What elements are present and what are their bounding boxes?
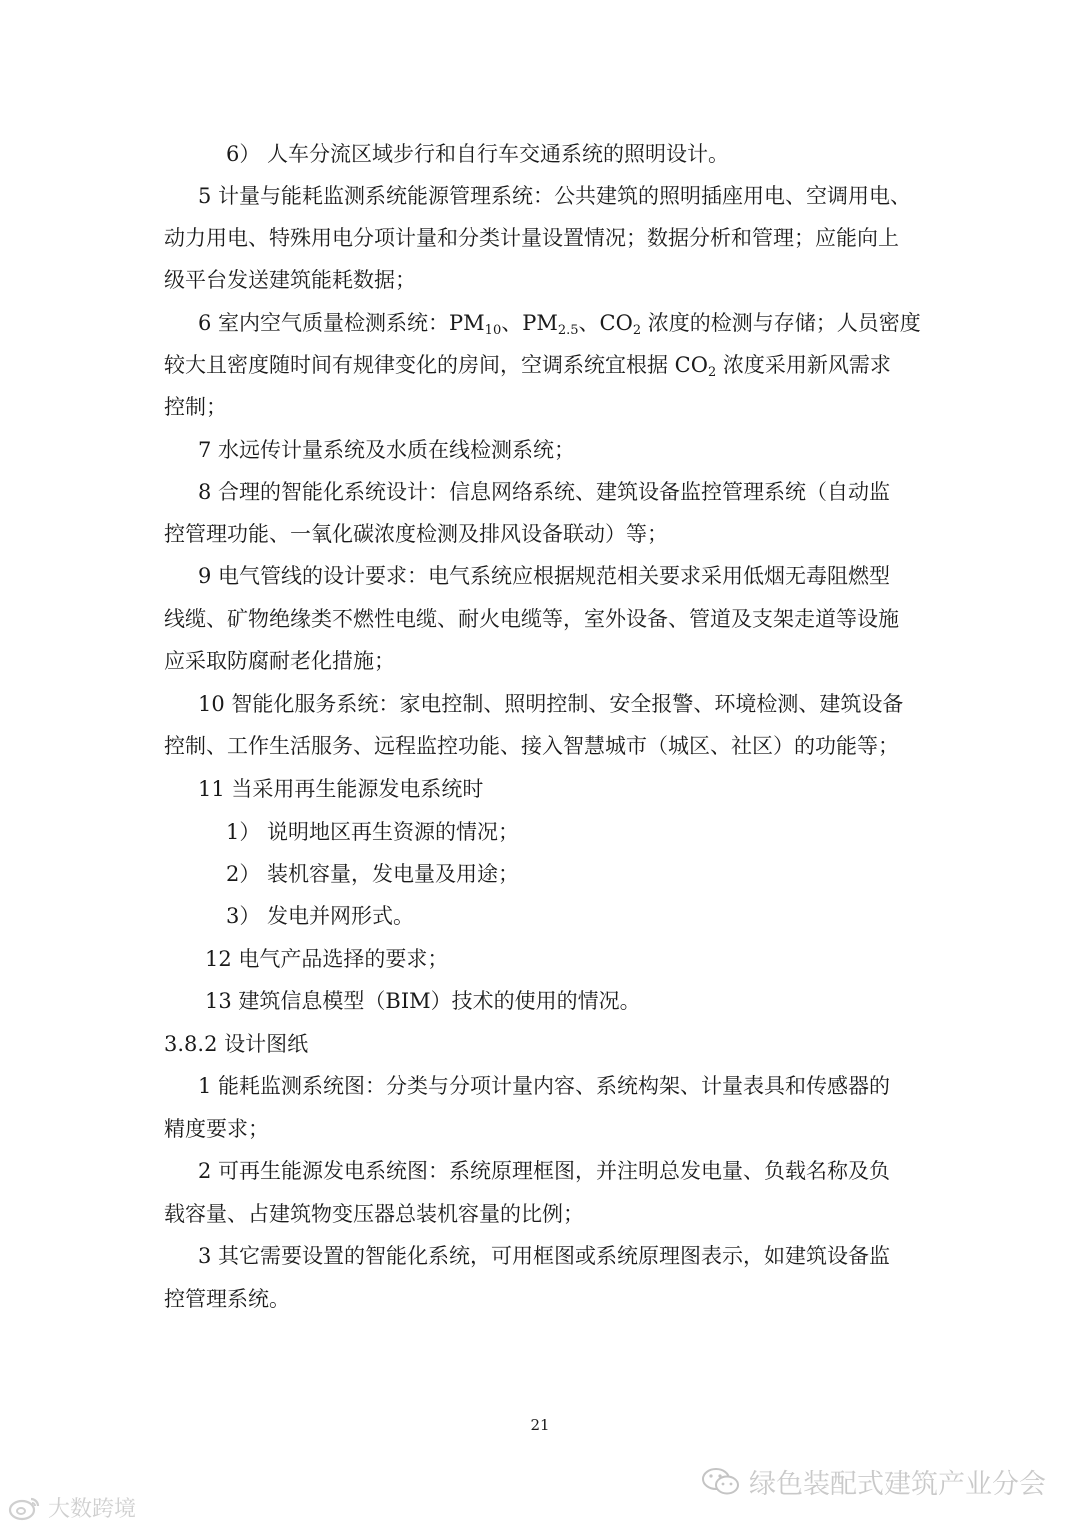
watermark-right: [701, 1462, 1046, 1501]
text-line: 10 智能化服务系统：家电控制、照明控制、安全报警、环境检测、建筑设备: [198, 692, 904, 716]
text-line: 1） 说明地区再生资源的情况；: [226, 820, 520, 844]
text-line: 控制；: [164, 395, 227, 419]
text-line: 13 建筑信息模型（BIM）技术的使用的情况。: [205, 989, 641, 1013]
text-line: 7 水远传计量系统及水质在线检测系统；: [198, 438, 576, 462]
text-line: 6 室内空气质量检测系统：$PM_{10}$、$PM_{2.5}$、$CO_2$ 浓度的检测与存储；人员密度: [198, 311, 921, 338]
text-line: 2 可再生能源发电系统图：系统原理框图，并注明总发电量、负载名称及负: [198, 1159, 891, 1183]
text-line: 6） 人车分流区域步行和自行车交通系统的照明设计。: [226, 142, 730, 166]
watermark-right-text: 绿色装配式建筑产业分会: [749, 1469, 1046, 1500]
watermark-left: [8, 1492, 136, 1523]
text-line: 控制、工作生活服务、远程监控功能、接入智慧城市（城区、社区）的功能等；: [164, 734, 899, 758]
wechat-icon: [701, 1466, 741, 1498]
text-line: 3 其它需要设置的智能化系统，可用框图或系统原理图表示，如建筑设备监: [198, 1244, 891, 1268]
text-line: 动力用电、特殊用电分项计量和分类计量设置情况；数据分析和管理；应能向上: [164, 226, 899, 250]
text-line: 控管理系统。: [164, 1287, 290, 1311]
text-line: 精度要求；: [164, 1117, 269, 1141]
text-line: 应采取防腐耐老化措施；: [164, 649, 395, 673]
text-line: 8 合理的智能化系统设计：信息网络系统、建筑设备监控管理系统（自动监: [198, 480, 891, 504]
weibo-icon: [8, 1495, 42, 1521]
text-line: 载容量、占建筑物变压器总装机容量的比例；: [164, 1202, 584, 1226]
text-line: 1 能耗监测系统图：分类与分项计量内容、系统构架、计量表具和传感器的: [198, 1074, 891, 1098]
text-line: 级平台发送建筑能耗数据；: [164, 268, 416, 292]
section-heading: 3.8.2 设计图纸: [164, 1032, 309, 1056]
page-number: 21: [530, 1416, 550, 1434]
text-line: 9 电气管线的设计要求：电气系统应根据规范相关要求采用低烟无毒阻燃型: [198, 564, 891, 588]
text-line: 12 电气产品选择的要求；: [205, 947, 449, 971]
text-line: 控管理功能、一氧化碳浓度检测及排风设备联动）等；: [164, 522, 668, 546]
text-line: 11 当采用再生能源发电系统时: [198, 777, 484, 801]
text-line: 2） 装机容量，发电量及用途；: [226, 862, 520, 886]
watermark-left-text: 大数跨境: [48, 1497, 137, 1522]
text-line: 线缆、矿物绝缘类不燃性电缆、耐火电缆等，室外设备、管道及支架走道等设施: [164, 607, 899, 631]
text-line: 较大且密度随时间有规律变化的房间，空调系统宜根据 $CO_2$ 浓度采用新风需求: [164, 353, 891, 380]
text-line: 5 计量与能耗监测系统能源管理系统：公共建筑的照明插座用电、空调用电、: [198, 184, 912, 208]
text-line: 3） 发电并网形式。: [226, 904, 415, 928]
